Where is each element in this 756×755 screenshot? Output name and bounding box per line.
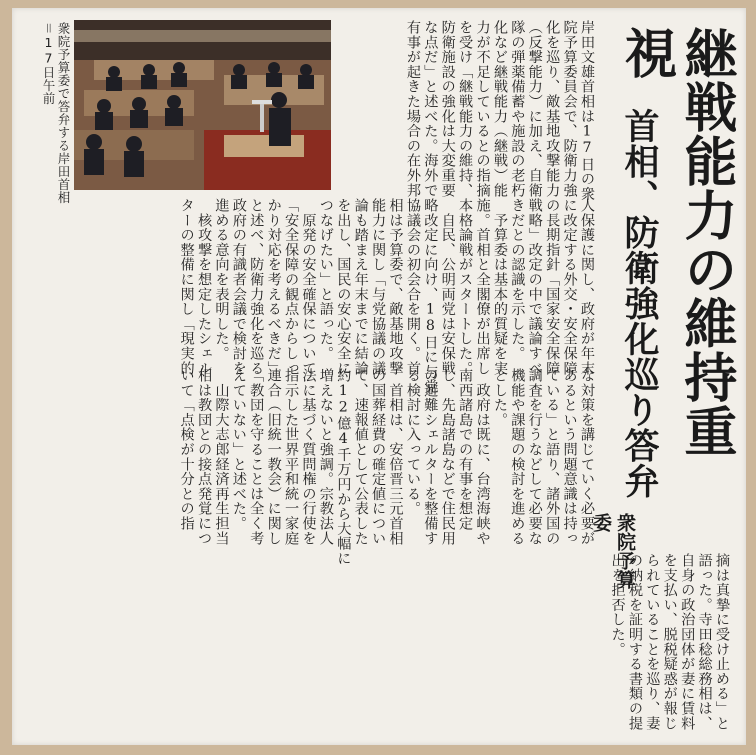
article-column-middle: 人保護に関し、政府が年末 に改定する外交・安全保障 の長期指針「国家安全保障 戦略」改定の中で議論すべ きだとの認識を示した。 予算委は基本的質疑を実 施。首相と全閣僚が出席し 本格論戦がスタートした。 自民、公明両党は安保戦 略改定に向け、18日に与党 協議会の初会合を開く。首 相は予算委で、敵基地攻撃 能力に関し「与党協議の議 論も踏まえ年末までに結論 を出し、国民の安心安全に つなげたい」と語った。 原発の安全確保について 「安全保障の観点からしっ かり対応を考えるべきだ」 と述べ、防衛力強化を巡る 政府の有識者会議で検討を 進める意向を表明した。 核攻撃を想定したシェル ターの整備に関し「現実的 [178,198,595,394]
newspaper-clipping [12,8,746,745]
photo-caption: 衆院予算委で答弁する岸田首相 ＝17日午前 [41,22,71,204]
article-column-left: な対策を講じていく必要が あるという問題意識は持っ ている」と語り、諸外国の 調査を行うなどして必要な 機能や課題の検討を進める とした。 政府は既に、台湾海峡や 南西諸島での有事を想定 し、先島諸島などで住民用 の避難シェルターを整備す る検討に入っている。 首相は、安倍晋三元首相 の国葬経費の確定値につい て、速報値として公表した 約12億4千万円から大幅に 増えないと強調。宗教法人 法に基づく質問権の行使を 指示した世界平和統一家庭 連合（旧統一教会）に関し 「教団を守ることは全く考 えていない」と述べた。 山際大志郎経済再生担当 相は教団との接点発覚につ いて「点検が十分との指 [178,368,595,566]
press-photo [74,20,331,190]
subheadline: 首相、防衛強化巡り答弁 [619,108,659,499]
headline: 継戦能力の維持重視 [616,26,737,458]
diet-chamber-illustration [74,20,331,190]
article-column-bottom-right: 摘は真摯に受け止める」と 語った。寺田稔総務相は、 自身の政治団体が妻に賃料 を支払い、脱税疑惑が報じ られていることを巡り、妻 の納税を証明する書類の提 出を拒否した。 [609,553,730,731]
article-column-right: 岸田文雄首相は17日の衆 院予算委員会で、防衛力強 化を巡り、敵基地攻撃能力 （反撃能力）に加え、自衛 隊の弾薬備蓄や施設の老朽 化など継戦能力（継戦）能 力が不足しているとの指摘 を受け「継戦能力の維持、 防衛施設の強化は大変重要 な点だ」と述べた。海外で 有事が起きた場合の在外邦 [404,20,595,202]
section-label: 衆院予算委 [590,513,636,589]
